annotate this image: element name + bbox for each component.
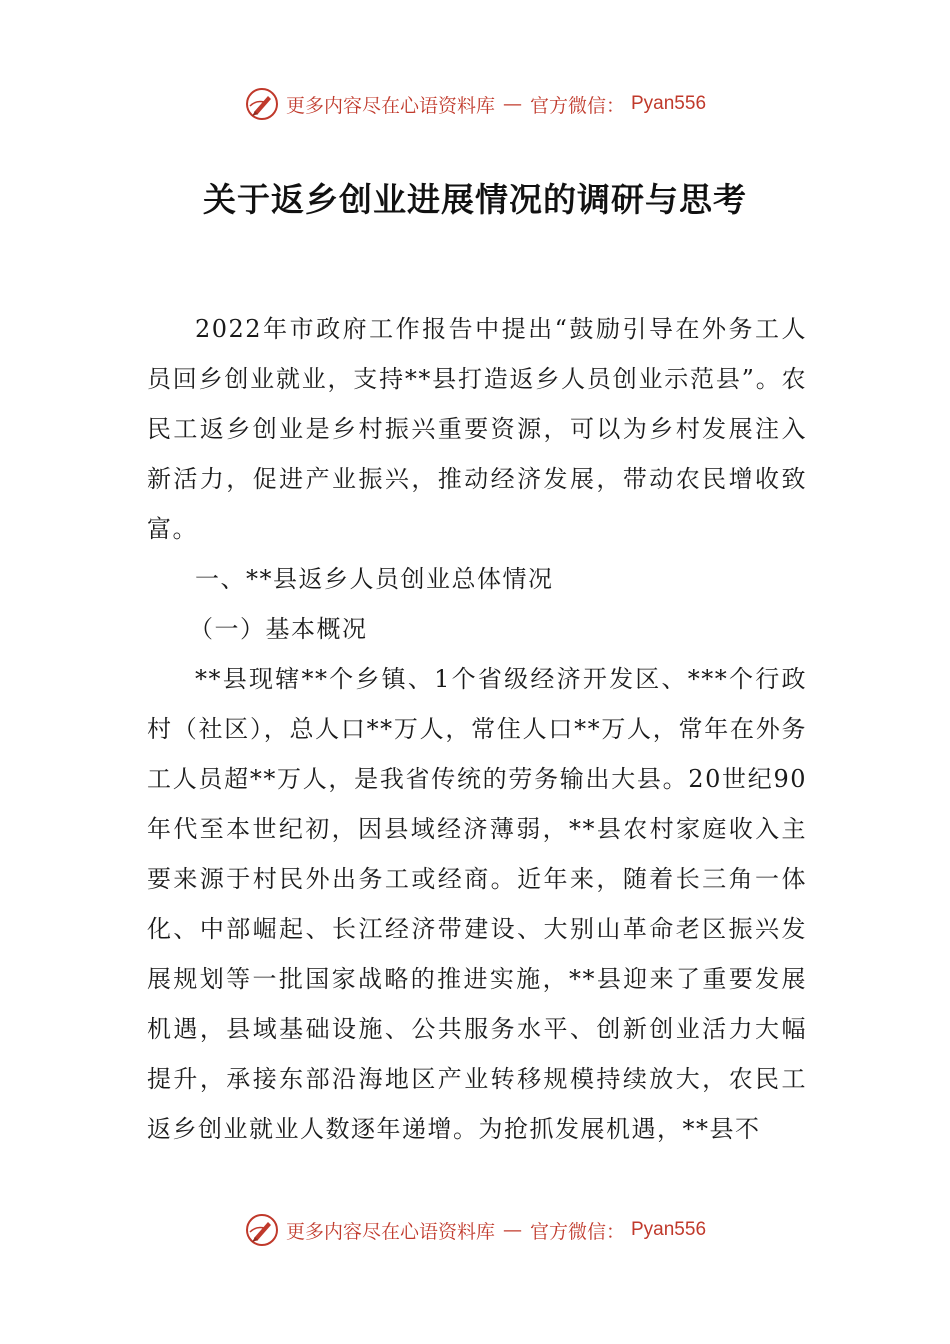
paragraph-intro: 2022年市政府工作报告中提出“鼓励引导在外务工人员回乡创业就业，支持**县打造返乡人员创业示范县”。农民工返乡创业是乡村振兴重要资源，可以为乡村发展注入新活力，促进产业振兴，推动经济发展，带动农民增收致富。 — [147, 315, 807, 543]
pen-logo-icon — [244, 86, 280, 122]
subsection-heading: （一）基本概况 — [189, 615, 368, 643]
watermark-dash: — — [502, 93, 522, 115]
document-title: 关于返乡创业进展情况的调研与思考 — [203, 180, 747, 219]
watermark-banner-bottom — [0, 1210, 950, 1250]
watermark-wechat-id: Pyan556 — [631, 93, 707, 114]
watermark-dash: — — [502, 1219, 522, 1241]
watermark-wechat-label: 官方微信： — [529, 1220, 625, 1243]
watermark-wechat-id: Pyan556 — [631, 1219, 707, 1240]
document-body — [147, 304, 807, 1154]
watermark-site-text: 更多内容尽在心语资料库 — [285, 94, 495, 117]
pen-logo-icon — [244, 1212, 280, 1248]
paragraph-overview: **县现辖**个乡镇、1个省级经济开发区、***个行政村（社区），总人口**万人，常住人口**万人，常年在外务工人员超**万人，是我省传统的劳务输出大县。20世纪90年代至本世纪初，因县域经济薄弱，**县农村家庭收入主要来源于村民外出务工或经商。近年来，随着长三角一体化、中部崛起、长江经济带建设、大别山革命老区振兴发展规划等一批国家战略的推进实施，**县迎来了重要发展机遇，县域基础设施、公共服务水平、创新创业活力大幅提升，承接东部沿海地区产业转移规模持续放大，农民工返乡创业就业人数逐年递增。为抢抓发展机遇，**县不 — [147, 665, 807, 1143]
watermark-banner-top — [0, 84, 950, 124]
watermark-wechat-label: 官方微信： — [529, 94, 625, 117]
watermark-site-text: 更多内容尽在心语资料库 — [285, 1220, 495, 1243]
section-heading: 一、**县返乡人员创业总体情况 — [195, 565, 554, 593]
